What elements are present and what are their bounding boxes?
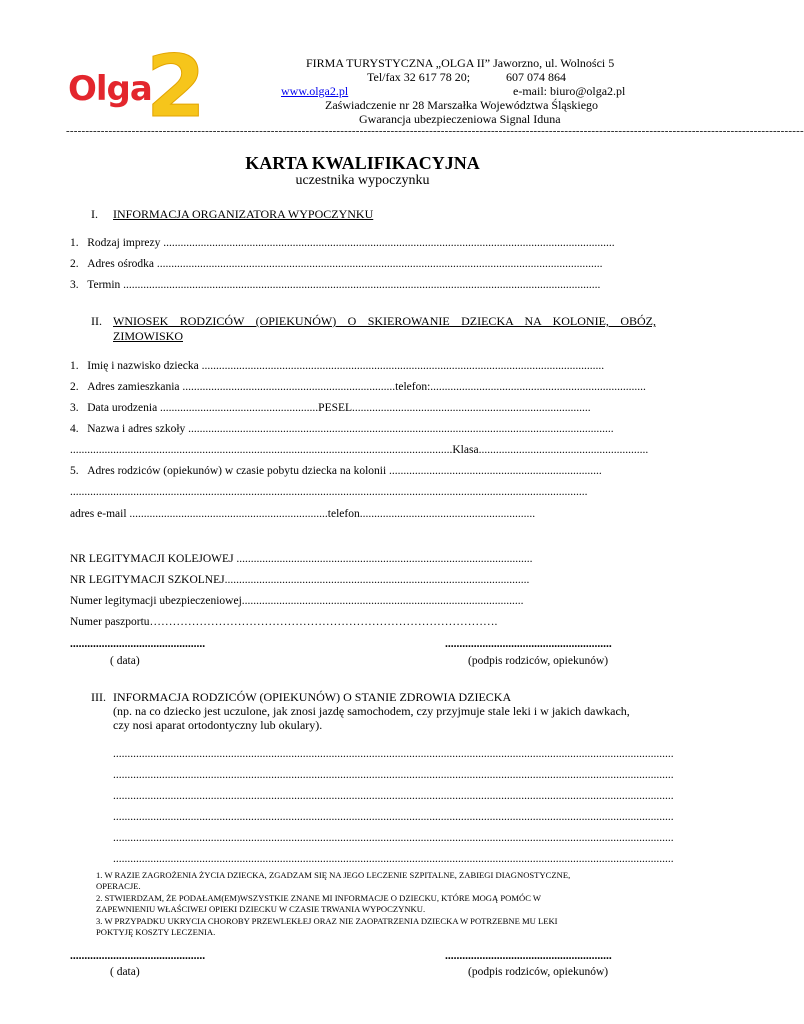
field-rail-id[interactable]: NR LEGITYMACJI KOLEJOWEJ ....................................................................................................... [70,553,533,565]
section-3-number: III. [91,690,106,704]
header-divider: ----------------------------------------------------------------------------------------------------------------------------------------------------------------------------------------------- [66,125,804,137]
company-line: FIRMA TURYSTYCZNA „OLGA II” Jaworzno, ul. Wolności 5 [306,56,615,70]
field-child-name[interactable]: 1. Imię i nazwisko dziecka ............................................................................................................................................ [70,360,605,372]
health-line-3[interactable]: ................................................................................................................................................................................................... [113,790,674,802]
website-link[interactable]: www.olga2.pl [281,84,349,98]
company-phone: Tel/fax 32 617 78 20; [367,70,471,84]
consent-note-1-cont: OPERACJE. [96,881,141,892]
consent-note-3-cont: POKTYJĘ KOSZTY LECZENIA. [96,927,216,938]
date-caption: ( data) [110,655,140,667]
logo-two-glyph: 2 [146,37,206,137]
date-signature-line[interactable]: ............................................... [70,638,206,650]
form-title: KARTA KWALIFIKACYJNA [245,153,480,173]
footer-date-caption: ( data) [110,966,140,978]
section-3-note-cont: czy nosi aparat ortodontyczny lub okulary). [113,718,323,732]
field-resort-address[interactable]: 2. Adres ośrodka ........................................................................................................................................................... [70,258,603,270]
footer-signature-caption: (podpis rodziców, opiekunów) [468,966,609,978]
logo-olga-text: Olga [68,69,152,109]
section-1-heading: INFORMACJA ORGANIZATORA WYPOCZYNKU [113,207,374,221]
field-event-type[interactable]: 1. Rodzaj imprezy ............................................................................................................................................................. [70,237,615,249]
field-school[interactable]: 4. Nazwa i adres szkoły .................................................................................................................................................... [70,423,614,435]
section-2-number: II. [91,314,102,328]
field-insurance-id[interactable]: Numer legitymacji ubezpieczeniowej.................................................................................................. [70,595,524,607]
consent-note-2-cont: ZAPEWNIENIU WŁAŚCIWEJ OPIEKI DZIECKU W CZASIE TRWANIA WYPOCZYNKU. [96,904,426,915]
field-parents-address-cont[interactable]: .................................................................................................................................................................................... [70,486,588,498]
footer-date-line[interactable]: ............................................... [70,950,206,962]
field-school-id[interactable]: NR LEGITYMACJI SZKOLNEJ.......................................................................................................... [70,574,530,586]
field-class[interactable]: .....................................................................................................................................Klasa........................................................... [70,444,649,456]
guarantee-line: Gwarancja ubezpieczeniowa Signal Iduna [359,112,561,126]
consent-note-3: 3. W PRZYPADKU UKRYCIA CHOROBY PRZEWLEKŁEJ ORAZ NIE ZAOPATRZENIA DZIECKA W POTRZEBNE MU LEKI [96,915,558,926]
health-line-2[interactable]: ................................................................................................................................................................................................... [113,769,674,781]
consent-notes [96,870,656,938]
signature-caption: (podpis rodziców, opiekunów) [468,655,609,667]
section-1-number: I. [91,207,98,221]
section-3-heading: INFORMACJA RODZICÓW (OPIEKUNÓW) O STANIE ZDROWIA DZIECKA [113,690,512,704]
field-email-phone[interactable]: adres e-mail .....................................................................telefon............................................................. [70,508,536,520]
footer-signature-line[interactable]: .......................................................... [445,950,612,962]
company-mobile: 607 074 864 [506,70,566,84]
certificate-line: Zaświadczenie nr 28 Marszałka Województwa Śląskiego [325,98,599,112]
parent-signature-line[interactable]: .......................................................... [445,638,612,650]
health-line-5[interactable]: ................................................................................................................................................................................................... [113,832,674,844]
health-line-6[interactable]: ................................................................................................................................................................................................... [113,853,674,865]
consent-note-2: 2. STWIERDZAM, ŻE PODAŁAM(EM)WSZYSTKIE ZNANE MI INFORMACJE O DZIECKU, KTÓRE MOGĄ POMÓC W [96,892,542,903]
section-3-note: (np. na co dziecko jest uczulone, jak znosi jazdę samochodem, czy przyjmuje stale leki i w jakich dawkach, [113,704,630,718]
consent-note-1: 1. W RAZIE ZAGROŻENIA ŻYCIA DZIECKA, ZGADZAM SIĘ NA JEGO LECZENIE SZPITALNE, ZABIEGI DIAGNOSTYCZNE, [96,870,571,880]
field-passport[interactable]: Numer paszportu………………………………………………………………………………. [70,616,498,628]
health-line-4[interactable]: ................................................................................................................................................................................................... [113,811,674,823]
olga2-logo [66,37,206,137]
form-subtitle: uczestnika wypoczynku [295,173,430,188]
health-line-1[interactable]: ................................................................................................................................................................................................... [113,748,674,760]
field-birth-date[interactable]: 3. Data urodzenia .......................................................PESEL................................................................................... [70,402,591,414]
field-term[interactable]: 3. Termin ...................................................................................................................................................................... [70,279,601,291]
field-parents-address[interactable]: 5. Adres rodziców (opiekunów) w czasie pobytu dziecka na kolonii .......................................................................... [70,465,602,477]
section-2-heading: WNIOSEK RODZICÓW (OPIEKUNÓW) O SKIEROWANIE DZIECKA NA KOLONIE, OBÓZ, [113,314,656,328]
company-email[interactable]: e-mail: biuro@olga2.pl [513,84,626,98]
field-home-address[interactable]: 2. Adres zamieszkania ..........................................................................telefon:........................................................................... [70,381,646,393]
section-2-heading-line2: ZIMOWISKO [113,329,183,343]
